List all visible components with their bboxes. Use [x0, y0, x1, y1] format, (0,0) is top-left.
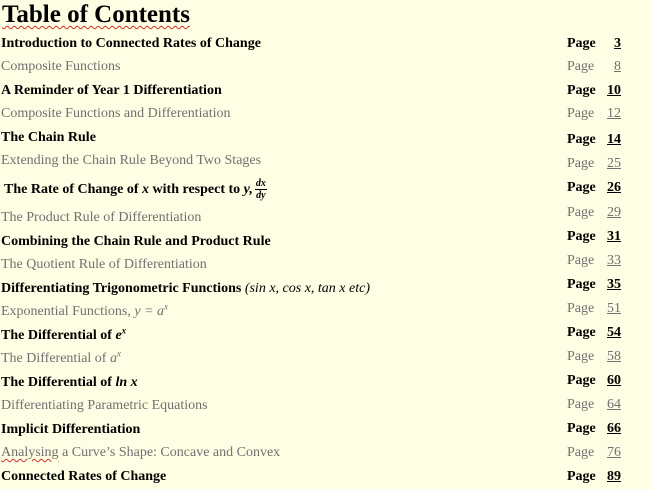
toc-entry-page[interactable]: Page 25 — [567, 153, 627, 175]
page-link: 51 — [607, 301, 621, 316]
toc-entry-label: Introduction to Connected Rates of Change — [1, 36, 261, 51]
toc-entry-label: Extending the Chain Rule Beyond Two Stages — [1, 153, 262, 168]
toc-entry[interactable] — [0, 348, 652, 370]
toc-entry[interactable] — [0, 325, 652, 347]
toc-entry-page[interactable]: Page 58 — [567, 346, 627, 368]
toc-entry[interactable] — [0, 372, 652, 394]
toc-entry-label: Differentiating Trigonometric Functions (sin x, cos x, tan x etc) — [1, 281, 370, 296]
page-link: 35 — [607, 277, 621, 292]
toc-entry[interactable] — [0, 442, 652, 464]
toc-entry-page[interactable]: Page 66 — [567, 418, 627, 440]
toc-entry-label: Combining the Chain Rule and Product Rule — [1, 234, 271, 249]
toc-entry-page[interactable]: Page 31 — [567, 226, 627, 248]
page-link: 66 — [607, 421, 621, 436]
page-link: 3 — [614, 36, 621, 51]
toc-entry-label: The Quotient Rule of Differentiation — [1, 257, 207, 272]
toc-entry-label: The Chain Rule — [1, 130, 96, 145]
toc-entry-page[interactable]: Page 29 — [567, 202, 627, 224]
page-link: 29 — [607, 205, 621, 220]
toc-entry[interactable] — [0, 103, 652, 125]
page-link: 54 — [607, 325, 621, 340]
page-link: 89 — [607, 469, 621, 484]
toc-entry[interactable] — [0, 254, 652, 276]
toc-entry[interactable] — [0, 150, 652, 172]
toc-entry[interactable] — [0, 466, 652, 488]
toc-entry-label: Analysing a Curve’s Shape: Concave and Convex — [1, 445, 281, 460]
toc-entry[interactable] — [0, 395, 652, 417]
toc-entry[interactable] — [0, 301, 652, 323]
toc-entry-page[interactable]: Page 76 — [567, 442, 627, 464]
toc-entry-page[interactable]: Page 60 — [567, 370, 627, 392]
toc-entry-label: The Rate of Change of x with respect to y, $\frac{dx}{dy}$ — [4, 178, 266, 202]
toc-entry-page[interactable]: Page 10 — [567, 80, 627, 102]
toc-entry-label: The Differential of ln x — [1, 375, 138, 390]
page-link: 14 — [607, 132, 621, 147]
toc-entry-page[interactable]: Page 8 — [567, 56, 627, 78]
toc-entry-label: Connected Rates of Change — [1, 469, 167, 484]
page-link: 12 — [607, 106, 621, 121]
page-link: 33 — [607, 253, 621, 268]
toc-entry-label: The Product Rule of Differentiation — [1, 210, 202, 225]
toc-entry-page[interactable]: Page 33 — [567, 250, 627, 272]
toc-entry[interactable] — [0, 127, 652, 149]
toc-entry-label: Composite Functions — [1, 59, 121, 74]
page-link: 8 — [614, 59, 621, 74]
toc-entry-page[interactable]: Page 64 — [567, 394, 627, 416]
toc-entry-label: Differentiating Parametric Equations — [1, 398, 208, 413]
page-link: 10 — [607, 83, 621, 98]
toc-entry-page[interactable]: Page 54 — [567, 322, 627, 344]
toc-entry-page[interactable]: Page 26 — [567, 177, 627, 199]
toc-entry[interactable] — [0, 419, 652, 441]
toc-entry[interactable] — [0, 33, 652, 55]
page-link: 58 — [607, 349, 621, 364]
toc-entry-label: The Differential of $e^x$ — [1, 325, 127, 343]
toc-entry[interactable] — [0, 80, 652, 102]
toc-entry[interactable] — [0, 207, 652, 229]
toc-entry[interactable] — [0, 231, 652, 253]
toc-entry[interactable] — [0, 56, 652, 78]
toc-entry-page[interactable]: Page 51 — [567, 298, 627, 320]
page-link: 26 — [607, 180, 621, 195]
toc-entry-label: Implicit Differentiation — [1, 422, 141, 437]
toc-entry-page[interactable]: Page 3 — [567, 33, 627, 55]
toc-entry[interactable] — [0, 278, 652, 300]
toc-entry-page[interactable]: Page 12 — [567, 103, 627, 125]
page-title: Table of Contents — [2, 1, 190, 28]
toc-entry[interactable] — [0, 176, 652, 204]
toc-entry-label: The Differential of $a^x$ — [1, 348, 121, 366]
page-link: 76 — [607, 445, 621, 460]
toc-entry-label: Exponential Functions, $y = a^x$ — [1, 301, 169, 319]
page-link: 60 — [607, 373, 621, 388]
dx-dy-fraction: $\frac{dx}{dy}$ — [255, 178, 266, 202]
page-link: 31 — [607, 229, 621, 244]
toc-entry-page[interactable]: Page 89 — [567, 466, 627, 488]
toc-entry-label: A Reminder of Year 1 Differentiation — [1, 83, 222, 98]
page-link: 64 — [607, 397, 621, 412]
toc-entry-page[interactable]: Page 35 — [567, 274, 627, 296]
page-link: 25 — [607, 156, 621, 171]
toc-entry-label: Composite Functions and Differentiation — [1, 106, 231, 121]
toc-entry-page[interactable]: Page 14 — [567, 129, 627, 151]
